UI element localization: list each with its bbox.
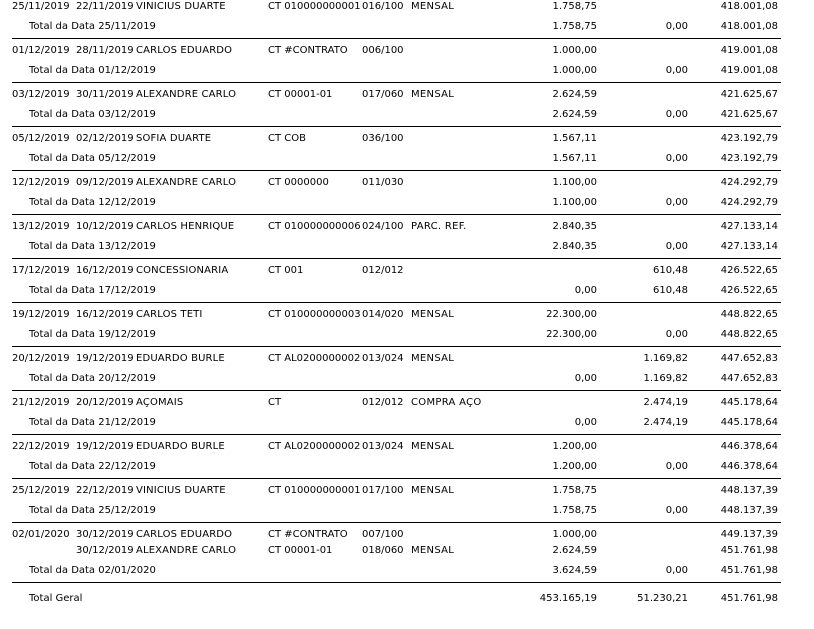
grand-total-label: Total Geral — [29, 593, 83, 604]
entry-date: 17/12/2019 — [12, 265, 70, 276]
date-total-balance: 421.625,67 — [720, 109, 778, 120]
date-total-credit: 0,00 — [665, 565, 688, 576]
entry-balance: 449.137,39 — [720, 529, 778, 540]
group-separator — [12, 522, 781, 523]
entry-name: CARLOS HENRIQUE — [136, 221, 235, 232]
entry-date: 03/12/2019 — [12, 89, 70, 100]
date-total-label: Total da Data 21/12/2019 — [29, 417, 156, 428]
entry-name: SOFIA DUARTE — [136, 133, 212, 144]
entry-name: ALEXANDRE CARLO — [136, 89, 237, 100]
entry-issue-date: 19/12/2019 — [76, 353, 134, 364]
date-total-row — [0, 373, 814, 385]
entry-document: CT 010000000001 — [268, 485, 361, 496]
date-total-balance: 419.001,08 — [720, 65, 778, 76]
date-total-debit: 1.000,00 — [552, 65, 597, 76]
entry-document: CT #CONTRATO — [268, 529, 348, 540]
ledger-entry-row — [0, 177, 814, 189]
ledger-entry-row — [0, 353, 814, 365]
entry-balance: 447.652,83 — [720, 353, 778, 364]
date-total-label: Total da Data 22/12/2019 — [29, 461, 156, 472]
entry-document: CT 0000000 — [268, 177, 329, 188]
entry-document: CT AL0200000002 — [268, 353, 361, 364]
entry-installment: 017/100 — [362, 485, 404, 496]
date-total-label: Total da Data 13/12/2019 — [29, 241, 156, 252]
ledger-entry-row — [0, 265, 814, 277]
date-total-debit: 1.758,75 — [552, 505, 597, 516]
date-total-label: Total da Data 17/12/2019 — [29, 285, 156, 296]
date-total-label: Total da Data 01/12/2019 — [29, 65, 156, 76]
date-total-label: Total da Data 20/12/2019 — [29, 373, 156, 384]
entry-balance: 419.001,08 — [720, 45, 778, 56]
date-total-label: Total da Data 02/01/2020 — [29, 565, 156, 576]
entry-debit: 1.758,75 — [552, 1, 597, 12]
date-total-credit: 1.169,82 — [643, 373, 688, 384]
entry-debit: 2.840,35 — [552, 221, 597, 232]
entry-date: 20/12/2019 — [12, 353, 70, 364]
date-total-row — [0, 65, 814, 77]
date-total-debit: 2.624,59 — [552, 109, 597, 120]
date-total-credit: 0,00 — [665, 329, 688, 340]
entry-name: AÇOMAIS — [136, 397, 184, 408]
grand-total-credit: 51.230,21 — [637, 593, 688, 604]
date-total-row — [0, 505, 814, 517]
entry-document: CT 010000000006 — [268, 221, 361, 232]
entry-balance: 446.378,64 — [720, 441, 778, 452]
entry-debit: 1.000,00 — [552, 45, 597, 56]
entry-date: 21/12/2019 — [12, 397, 70, 408]
entry-document: CT 010000000001 — [268, 1, 361, 12]
entry-balance: 448.137,39 — [720, 485, 778, 496]
date-total-balance: 426.522,65 — [720, 285, 778, 296]
entry-document: CT COB — [268, 133, 306, 144]
entry-issue-date: 20/12/2019 — [76, 397, 134, 408]
entry-debit: 2.624,59 — [552, 545, 597, 556]
entry-issue-date: 16/12/2019 — [76, 309, 134, 320]
group-separator — [12, 302, 781, 303]
entry-description: MENSAL — [411, 1, 455, 12]
date-total-credit: 2.474,19 — [643, 417, 688, 428]
entry-debit: 1.758,75 — [552, 485, 597, 496]
group-separator — [12, 346, 781, 347]
entry-name: CONCESSIONARIA — [136, 265, 229, 276]
group-separator — [12, 434, 781, 435]
group-separator — [12, 390, 781, 391]
ledger-entry-row — [0, 397, 814, 409]
date-total-row — [0, 285, 814, 297]
entry-name: CARLOS EDUARDO — [136, 529, 233, 540]
grand-total-row — [0, 593, 814, 605]
entry-description: PARC. REF. — [411, 221, 467, 232]
ledger-entry-row — [0, 441, 814, 453]
date-total-credit: 0,00 — [665, 109, 688, 120]
entry-issue-date: 09/12/2019 — [76, 177, 134, 188]
entry-name: EDUARDO BURLE — [136, 441, 225, 452]
entry-description: MENSAL — [411, 309, 455, 320]
entry-credit: 610,48 — [653, 265, 688, 276]
entry-issue-date: 16/12/2019 — [76, 265, 134, 276]
entry-installment: 013/024 — [362, 441, 404, 452]
date-total-debit: 2.840,35 — [552, 241, 597, 252]
date-total-debit: 0,00 — [574, 373, 597, 384]
date-total-balance: 427.133,14 — [720, 241, 778, 252]
entry-installment: 011/030 — [362, 177, 404, 188]
group-separator — [12, 478, 781, 479]
date-total-credit: 0,00 — [665, 197, 688, 208]
ledger-entry-row — [0, 485, 814, 497]
group-separator — [12, 258, 781, 259]
entry-issue-date: 19/12/2019 — [76, 441, 134, 452]
date-total-balance: 446.378,64 — [720, 461, 778, 472]
entry-debit: 1.200,00 — [552, 441, 597, 452]
entry-description: MENSAL — [411, 485, 455, 496]
entry-date: 25/11/2019 — [12, 1, 70, 12]
date-total-credit: 610,48 — [653, 285, 688, 296]
entry-credit: 2.474,19 — [643, 397, 688, 408]
entry-description: MENSAL — [411, 441, 455, 452]
date-total-balance: 448.822,65 — [720, 329, 778, 340]
date-total-row — [0, 21, 814, 33]
date-total-label: Total da Data 25/12/2019 — [29, 505, 156, 516]
entry-credit: 1.169,82 — [643, 353, 688, 364]
group-separator — [12, 170, 781, 171]
ledger-entry-row — [0, 545, 814, 557]
entry-document: CT #CONTRATO — [268, 45, 348, 56]
date-total-label: Total da Data 03/12/2019 — [29, 109, 156, 120]
entry-date: 25/12/2019 — [12, 485, 70, 496]
entry-balance: 445.178,64 — [720, 397, 778, 408]
date-total-credit: 0,00 — [665, 153, 688, 164]
entry-document: CT — [268, 397, 282, 408]
date-total-balance: 447.652,83 — [720, 373, 778, 384]
entry-issue-date: 02/12/2019 — [76, 133, 134, 144]
entry-name: ALEXANDRE CARLO — [136, 177, 237, 188]
date-total-debit: 1.567,11 — [552, 153, 597, 164]
date-total-label: Total da Data 19/12/2019 — [29, 329, 156, 340]
entry-installment: 017/060 — [362, 89, 404, 100]
date-total-balance: 424.292,79 — [720, 197, 778, 208]
entry-issue-date: 30/12/2019 — [76, 529, 134, 540]
entry-installment: 007/100 — [362, 529, 404, 540]
entry-document: CT AL0200000002 — [268, 441, 361, 452]
entry-balance: 424.292,79 — [720, 177, 778, 188]
entry-balance: 421.625,67 — [720, 89, 778, 100]
entry-installment: 016/100 — [362, 1, 404, 12]
entry-document: CT 010000000003 — [268, 309, 361, 320]
date-total-debit: 0,00 — [574, 285, 597, 296]
date-total-row — [0, 417, 814, 429]
entry-name: EDUARDO BURLE — [136, 353, 225, 364]
entry-document: CT 00001-01 — [268, 89, 333, 100]
date-total-debit: 1.758,75 — [552, 21, 597, 32]
entry-balance: 426.522,65 — [720, 265, 778, 276]
entry-balance: 448.822,65 — [720, 309, 778, 320]
entry-description: MENSAL — [411, 353, 455, 364]
date-total-row — [0, 241, 814, 253]
date-total-balance: 423.192,79 — [720, 153, 778, 164]
entry-installment: 013/024 — [362, 353, 404, 364]
entry-date: 02/01/2020 — [12, 529, 70, 540]
entry-balance: 451.761,98 — [720, 545, 778, 556]
date-total-balance: 448.137,39 — [720, 505, 778, 516]
group-separator — [12, 582, 781, 583]
date-total-credit: 0,00 — [665, 461, 688, 472]
entry-date: 01/12/2019 — [12, 45, 70, 56]
ledger-entry-row — [0, 133, 814, 145]
entry-debit: 2.624,59 — [552, 89, 597, 100]
ledger-entry-row — [0, 529, 814, 541]
entry-issue-date: 22/12/2019 — [76, 485, 134, 496]
entry-document: CT 001 — [268, 265, 304, 276]
entry-balance: 427.133,14 — [720, 221, 778, 232]
ledger-entry-row — [0, 89, 814, 101]
date-total-debit: 3.624,59 — [552, 565, 597, 576]
entry-name: CARLOS EDUARDO — [136, 45, 233, 56]
entry-installment: 012/012 — [362, 397, 404, 408]
date-total-balance: 418.001,08 — [720, 21, 778, 32]
entry-balance: 423.192,79 — [720, 133, 778, 144]
date-total-row — [0, 109, 814, 121]
entry-installment: 012/012 — [362, 265, 404, 276]
entry-date: 13/12/2019 — [12, 221, 70, 232]
date-total-credit: 0,00 — [665, 241, 688, 252]
entry-installment: 014/020 — [362, 309, 404, 320]
ledger-entry-row — [0, 1, 814, 13]
entry-debit: 22.300,00 — [546, 309, 597, 320]
date-total-balance: 445.178,64 — [720, 417, 778, 428]
ledger-entry-row — [0, 45, 814, 57]
entry-name: ALEXANDRE CARLO — [136, 545, 237, 556]
entry-installment: 006/100 — [362, 45, 404, 56]
date-total-balance: 451.761,98 — [720, 565, 778, 576]
entry-debit: 1.000,00 — [552, 529, 597, 540]
entry-issue-date: 30/12/2019 — [76, 545, 134, 556]
group-separator — [12, 82, 781, 83]
entry-issue-date: 28/11/2019 — [76, 45, 134, 56]
date-total-debit: 1.200,00 — [552, 461, 597, 472]
entry-description: COMPRA AÇO — [411, 397, 482, 408]
date-total-debit: 22.300,00 — [546, 329, 597, 340]
entry-debit: 1.567,11 — [552, 133, 597, 144]
entry-document: CT 00001-01 — [268, 545, 333, 556]
entry-date: 05/12/2019 — [12, 133, 70, 144]
entry-issue-date: 30/11/2019 — [76, 89, 134, 100]
date-total-label: Total da Data 12/12/2019 — [29, 197, 156, 208]
date-total-debit: 1.100,00 — [552, 197, 597, 208]
entry-name: VINICIUS DUARTE — [136, 485, 226, 496]
date-total-label: Total da Data 25/11/2019 — [29, 21, 156, 32]
entry-issue-date: 10/12/2019 — [76, 221, 134, 232]
date-total-credit: 0,00 — [665, 21, 688, 32]
entry-description: MENSAL — [411, 545, 455, 556]
date-total-row — [0, 461, 814, 473]
entry-debit: 1.100,00 — [552, 177, 597, 188]
grand-total-debit: 453.165,19 — [539, 593, 597, 604]
ledger-entry-row — [0, 309, 814, 321]
entry-installment: 024/100 — [362, 221, 404, 232]
entry-date: 19/12/2019 — [12, 309, 70, 320]
entry-installment: 036/100 — [362, 133, 404, 144]
grand-total-balance: 451.761,98 — [720, 593, 778, 604]
date-total-credit: 0,00 — [665, 505, 688, 516]
date-total-label: Total da Data 05/12/2019 — [29, 153, 156, 164]
entry-date: 12/12/2019 — [12, 177, 70, 188]
entry-date: 22/12/2019 — [12, 441, 70, 452]
date-total-row — [0, 153, 814, 165]
ledger-entry-row — [0, 221, 814, 233]
entry-installment: 018/060 — [362, 545, 404, 556]
date-total-row — [0, 197, 814, 209]
entry-description: MENSAL — [411, 89, 455, 100]
date-total-row — [0, 565, 814, 577]
entry-issue-date: 22/11/2019 — [76, 1, 134, 12]
date-total-credit: 0,00 — [665, 65, 688, 76]
date-total-row — [0, 329, 814, 341]
group-separator — [12, 214, 781, 215]
entry-name: VINICIUS DUARTE — [136, 1, 226, 12]
entry-balance: 418.001,08 — [720, 1, 778, 12]
entry-name: CARLOS TETI — [136, 309, 203, 320]
date-total-debit: 0,00 — [574, 417, 597, 428]
group-separator — [12, 38, 781, 39]
group-separator — [12, 126, 781, 127]
